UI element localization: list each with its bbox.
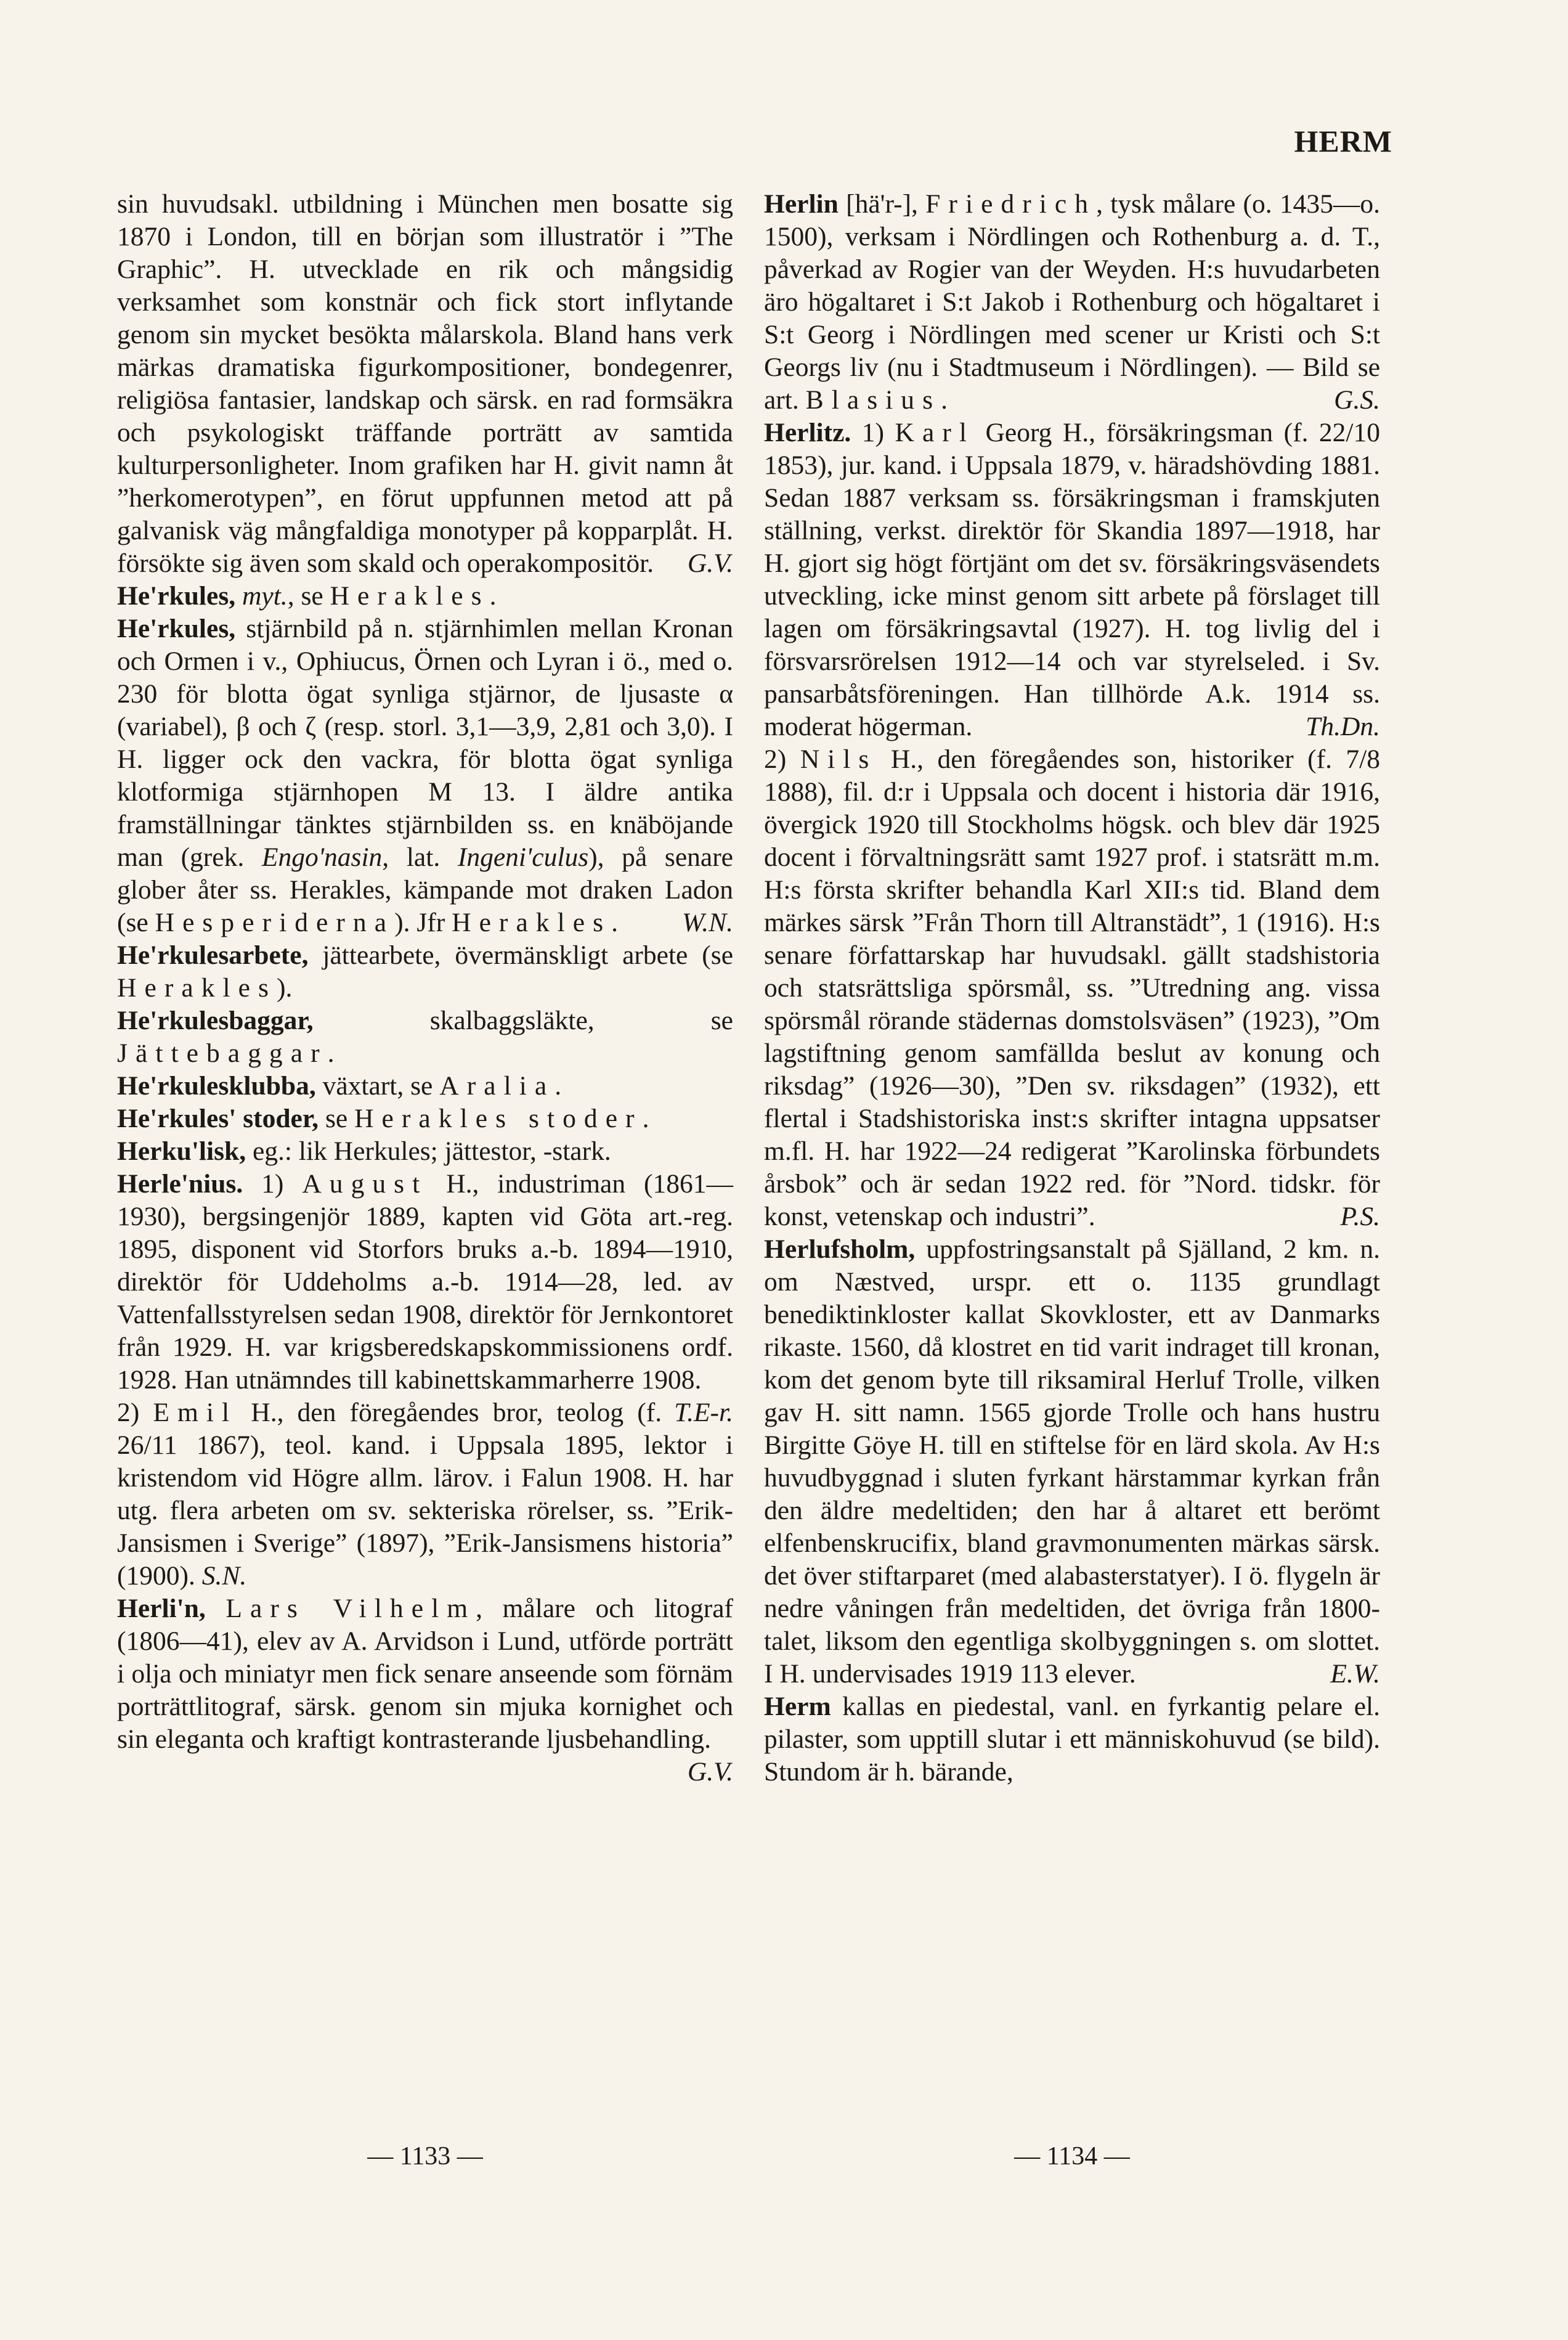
cross-reference: Herakles <box>117 973 277 1003</box>
person-name: Emil <box>153 1398 238 1427</box>
entry-headword: He'rkulesbaggar, <box>117 1006 314 1035</box>
entry-herlitz-nils: 2) Nils H., den föregåendes son, historiker (f. 7/8 1888), fil. d:r i Uppsala och docent i historia där 1916, övergick 1920 till Stockholms högsk. och blev där 1925 docent i förvaltningsrätt samt 1927 prof. i statsrätt m.m. H:s första skrifter behandla Karl XII:s tid. Bland dem märkes särsk ”Från Thorn till Altranstädt”, 1 (1916). H:s senare författarskap har huvudsakl. gällt stadshistoria och statsrättsliga spörsmål, ss. ”Utredning ang. vissa spörsmål rörande städernas domstolsväsen” (1923), ”Om lagstiftning genom samfällda beslut av konung och riksdag” (1926—30), ”Den sv. riksdagen” (1932), ett flertal i Stadshistoriska inst:s skrifter intagna uppsatser m.fl. H. har 1922—24 redigerat ”Karolinska förbundets årsbok” och är sedan 1922 red. för ”Nord. tidskr. för konst, vetenskap och industri”. P.S. <box>764 743 1380 1233</box>
author-signature: G.V. <box>687 1757 733 1787</box>
person-name: Karl <box>895 418 975 447</box>
entry-headword: Herli'n, <box>117 1594 206 1623</box>
entry-herkules-stoder: He'rkules' stoder, se Herakles stoder. <box>117 1104 649 1133</box>
page-number-left: — 1133 — <box>367 2142 483 2171</box>
entry-headword: Herku'lisk, <box>117 1136 246 1166</box>
entry-headword: Herm <box>764 1692 831 1721</box>
entry-herkules-myt: He'rkules, myt., se Herakles. <box>117 581 497 611</box>
cross-reference: Herakles <box>330 581 490 611</box>
author-signature: G.S. <box>1334 385 1380 415</box>
entry-herkomer-continued: sin huvudsakl. utbildning i München men bosatte sig 1870 i London, till en början som illustratör i ”The Graphic”. H. utvecklade en rik och mångsidig verksamhet som konstnär och fick stort inflytande genom sin mycket besökta målarskola. Bland hans verk märkas dramatiska figurkompositioner, bondegenrer, religiösa fantasier, landskap och särsk. en rad formsäkra och psykologiskt träffande porträtt av samtida kulturpersonligheter. Inom grafiken har H. givit namn åt ”herkomerotypen”, en förut uppfunnen metod att på galvanisk väg mångfaldiga monotyper på kopparplåt. H. försökte sig även som skald och operakompositör. G.V. <box>117 188 733 580</box>
author-signature: P.S. <box>1340 1202 1380 1231</box>
running-head: HERM <box>1294 124 1392 158</box>
cross-reference: Herakles stoder <box>354 1104 643 1133</box>
author-signature: E.W. <box>1330 1659 1380 1689</box>
cross-reference: Aralia <box>439 1071 555 1101</box>
entry-herkulisk: Herku'lisk, eg.: lik Herkules; jättestor, -stark. <box>117 1136 611 1166</box>
author-signature: T.E-r. <box>674 1398 733 1427</box>
entry-herm: Herm kallas en piedestal, vanl. en fyrkantig pelare el. pilaster, som upptill slutar i ett människohuvud (se bild). Stundom är h. bärande, <box>764 1692 1381 1787</box>
entry-headword: Herlitz. <box>764 418 851 447</box>
person-name: Lars Vilhelm <box>225 1594 476 1623</box>
cross-reference: Blasius <box>805 385 941 415</box>
cross-reference: Herakles <box>452 908 612 937</box>
entry-herlufsholm: Herlufsholm, uppfostringsanstalt på Själland, 2 km. n. om Næstved, urspr. ett o. 1135 grundlagt benediktinkloster kallat Skovkloster, ett av Danmarks rikaste. 1560, då klostret en tid varit indraget till kronan, kom det genom byte till riksamiral Herluf Trolle, vilken gav H. sitt namn. 1565 gjorde Trolle och hans hustru Birgitte Göye H. till en stiftelse för en lärd skola. Av H:s huvudbyggnad i sluten fyrkant härstammar kyrkan från den äldre medeltiden; den har å altaret ett berömt elfenbenskrucifix, bland gravmonumenten märkas särsk. det över stiftarparet (med alabasterstatyer). I ö. flygeln är nedre våningen från medeltiden, det övriga från 1800-talet, liksom den egentliga skolbyggningen s. om slottet. I H. undervisades 1919 113 elever. E.W. <box>764 1233 1380 1690</box>
entry-herlin-lars: Herli'n, Lars Vilhelm, målare och litograf (1806—41), elev av A. Arvidson i Lund, utförde porträtt i olja och miniatyr men fick senare anseende som förnäm porträttlitograf, särsk. genom sin mjuka kornighet och sin eleganta och kraftigt kontrasterande ljusbehandling. G.V. <box>117 1592 733 1756</box>
entry-headword: He'rkules' stoder, <box>117 1104 319 1133</box>
cross-reference: Hesperiderna <box>155 908 395 937</box>
entry-headword: He'rkulesklubba, <box>117 1071 316 1101</box>
entry-herlitz-karl: Herlitz. 1) Karl Georg H., försäkringsman (f. 22/10 1853), jur. kand. i Uppsala 1879, v. häradshövding 1881. Sedan 1887 verksam ss. försäkringsman i framskjuten ställning, verkst. direktör för Skandia 1897—1918, har H. gjort sig högt förtjänt om det sv. försäkringsväsendets utveckling, icke minst genom sitt arbete på förslaget till lagen om försäkringsavtal (1927). H. tog livlig del i försvarsrörelsen 1912—14 och var styrelseled. i Sv. pansarbåtsföreningen. Han tillhörde A.k. 1914 ss. moderat högerman. Th.Dn. <box>764 417 1380 743</box>
entry-herkulesarbete: He'rkulesarbete, jättearbete, övermänskligt arbete (se Herakles). <box>117 940 734 1003</box>
entry-headword: He'rkules, <box>117 614 236 643</box>
left-column <box>117 188 733 1788</box>
cross-reference: Jättebaggar <box>117 1038 328 1068</box>
entry-herkules-stjarnbild: He'rkules, stjärnbild på n. stjärnhimlen mellan Kronan och Ormen i v., Ophiucus, Örnen och Lyran i ö., med o. 230 för blotta ögat synliga stjärnor, de ljusaste α (variabel), β och ζ (resp. storl. 3,1—3,9, 2,81 och 3,0). I H. ligger ock den vackra, för blotta ögat synliga klotformiga stjärnhopen M 13. I äldre antika framställningar tänktes stjärnbilden ss. en knäböjande man (grek. Engo'nasin, lat. Ingeni'culus), på senare glober åter ss. Herakles, kämpande mot draken Ladon (se Hesperiderna). Jfr Herakles. W.N. <box>117 613 733 939</box>
author-signature: G.V. <box>687 548 733 578</box>
entry-herlin-friedrich: Herlin [hä'r-], Friedrich, tysk målare (o. 1435—o. 1500), verksam i Nördlingen och Rothenburg a. d. T., påverkad av Rogier van der Weyden. H:s huvudarbeten äro högaltaret i S:t Jakob i Rothenburg och högaltaret i S:t Georg i Nördlingen med scener ur Kristi och S:t Georgs liv (nu i Stadtmuseum i Nördlingen). — Bild se art. Blasius. G.S. <box>764 188 1380 417</box>
entry-headword: He'rkules, <box>117 581 236 611</box>
page-number-right: — 1134 — <box>1014 2142 1130 2171</box>
person-name: August <box>302 1169 428 1199</box>
entry-headword: Herlufsholm, <box>764 1234 916 1264</box>
person-name: Friedrich <box>925 189 1097 219</box>
entry-herkulesbaggar: He'rkulesbaggar, skalbaggsläkte, se Jättebaggar. <box>117 1006 733 1068</box>
entry-herkulesklubba: He'rkulesklubba, växtart, se Aralia. <box>117 1071 562 1101</box>
author-signature: Th.Dn. <box>1306 712 1380 741</box>
person-name: Nils <box>800 744 877 774</box>
entry-herlenius-august: Herle'nius. 1) August H., industriman (1861—1930), bergsingenjör 1889, kapten vid Göta art.-reg. 1895, disponent vid Storfors bruks a.-b. 1894—1910, direktör för Uddeholms a.-b. 1914—28, led. av Vattenfallsstyrelsen sedan 1908, direktör för Jernkontoret från 1929. H. var krigsberedskapskommissionens ordf. 1928. Han utnämndes till kabinettskammarherre 1908. T.E-r. <box>117 1168 733 1396</box>
entry-headword: He'rkulesarbete, <box>117 940 309 970</box>
entry-headword: Herlin <box>764 189 839 219</box>
entry-headword: Herle'nius. <box>117 1169 243 1199</box>
author-signature: S.N. <box>201 1561 247 1591</box>
author-signature: W.N. <box>681 908 733 937</box>
right-column <box>764 188 1380 1788</box>
entry-herlenius-emil: 2) Emil H., den föregåendes bror, teolog (f. 26/11 1867), teol. kand. i Uppsala 1895, lektor i kristendom vid Högre allm. lärov. i Falun 1908. H. har utg. flera arbeten om sv. sekteriska rörelser, ss. ”Erik-Jansismen i Sverige” (1897), ”Erik-Jansismens historia” (1900). S.N. <box>117 1398 733 1591</box>
